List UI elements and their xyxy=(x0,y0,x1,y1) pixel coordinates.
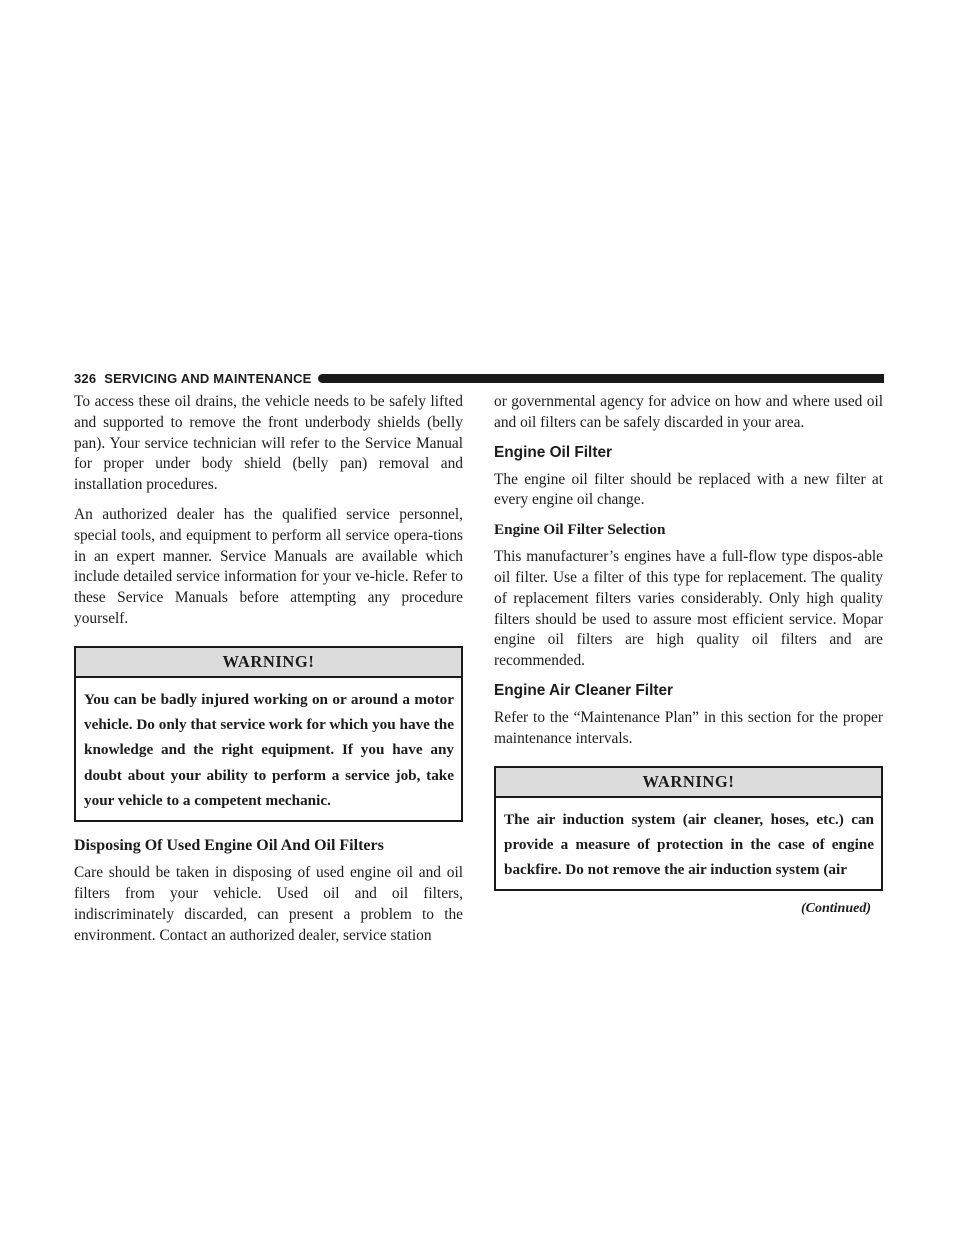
paragraph-disposing-continued: or governmental agency for advice on how and where used oil and oil filters can be safely discarded in your area. xyxy=(494,393,883,431)
warning-box-mechanic xyxy=(74,646,463,822)
warning-text: You can be badly injured working on or around a motor vehicle. Do only that service work for which you have the knowledge and the right equipment. If you have any doubt about your ability to perform a service job, take your vehicle to a competent mechanic. xyxy=(84,690,454,809)
paragraph-oil-filter: The engine oil filter should be replaced with a new filter at every engine oil change. xyxy=(494,470,883,509)
paragraph-oil-drains: To access these oil drains, the vehicle needs to be safely lifted and supported to remove the front underbody shields (belly pan). Your service technician will refer to the Service Manual for proper under body shield (belly pan) removal and installation procedures. xyxy=(74,393,463,494)
section-title: SERVICING AND MAINTENANCE xyxy=(104,370,312,386)
warning-title: WARNING! xyxy=(76,648,461,678)
paragraph-disposing: Care should be taken in disposing of used engine oil and oil filters from your vehicle. Used oil and oil filters, indiscriminately discarded, can present a problem to the environment. Contact an authorized dealer, service station xyxy=(74,864,463,944)
page-header xyxy=(74,370,884,386)
paragraph-air-cleaner: Refer to the “Maintenance Plan” in this section for the proper maintenance intervals. xyxy=(494,708,883,747)
warning-box-air-induction xyxy=(494,766,883,892)
warning-title: WARNING! xyxy=(496,768,881,798)
warning-text: The air induction system (air cleaner, hoses, etc.) can provide a measure of protection in the case of engine backfire. Do not remove the air induction system (air xyxy=(504,810,874,879)
page-number: 326 xyxy=(74,370,97,386)
paragraph-authorized-dealer: An authorized dealer has the qualified service personnel, special tools, and equipment to perform all service opera-tions in an expert manner. Service Manuals are available which include detailed service information for your ve-hicle. Refer to these Service Manuals before attempting any procedure yourself. xyxy=(74,505,463,627)
heading-disposing-oil: Disposing Of Used Engine Oil And Oil Filters xyxy=(74,837,384,855)
header-rule xyxy=(318,374,884,383)
heading-engine-oil-filter: Engine Oil Filter xyxy=(494,443,613,461)
heading-air-cleaner-filter: Engine Air Cleaner Filter xyxy=(494,681,674,699)
paragraph-filter-selection: This manufacturer’s engines have a full-flow type dispos-able oil filter. Use a filter of this type for replacement. The quality of replacement filters varies considerably. Only high quality filters should be used to assure most efficient service. Mopar engine oil filters are high quality oil filters and are recommended. xyxy=(494,548,883,670)
continued-label: (Continued) xyxy=(800,901,871,917)
subheading-filter-selection: Engine Oil Filter Selection xyxy=(494,521,666,539)
right-column xyxy=(494,392,883,917)
left-column xyxy=(74,392,463,955)
